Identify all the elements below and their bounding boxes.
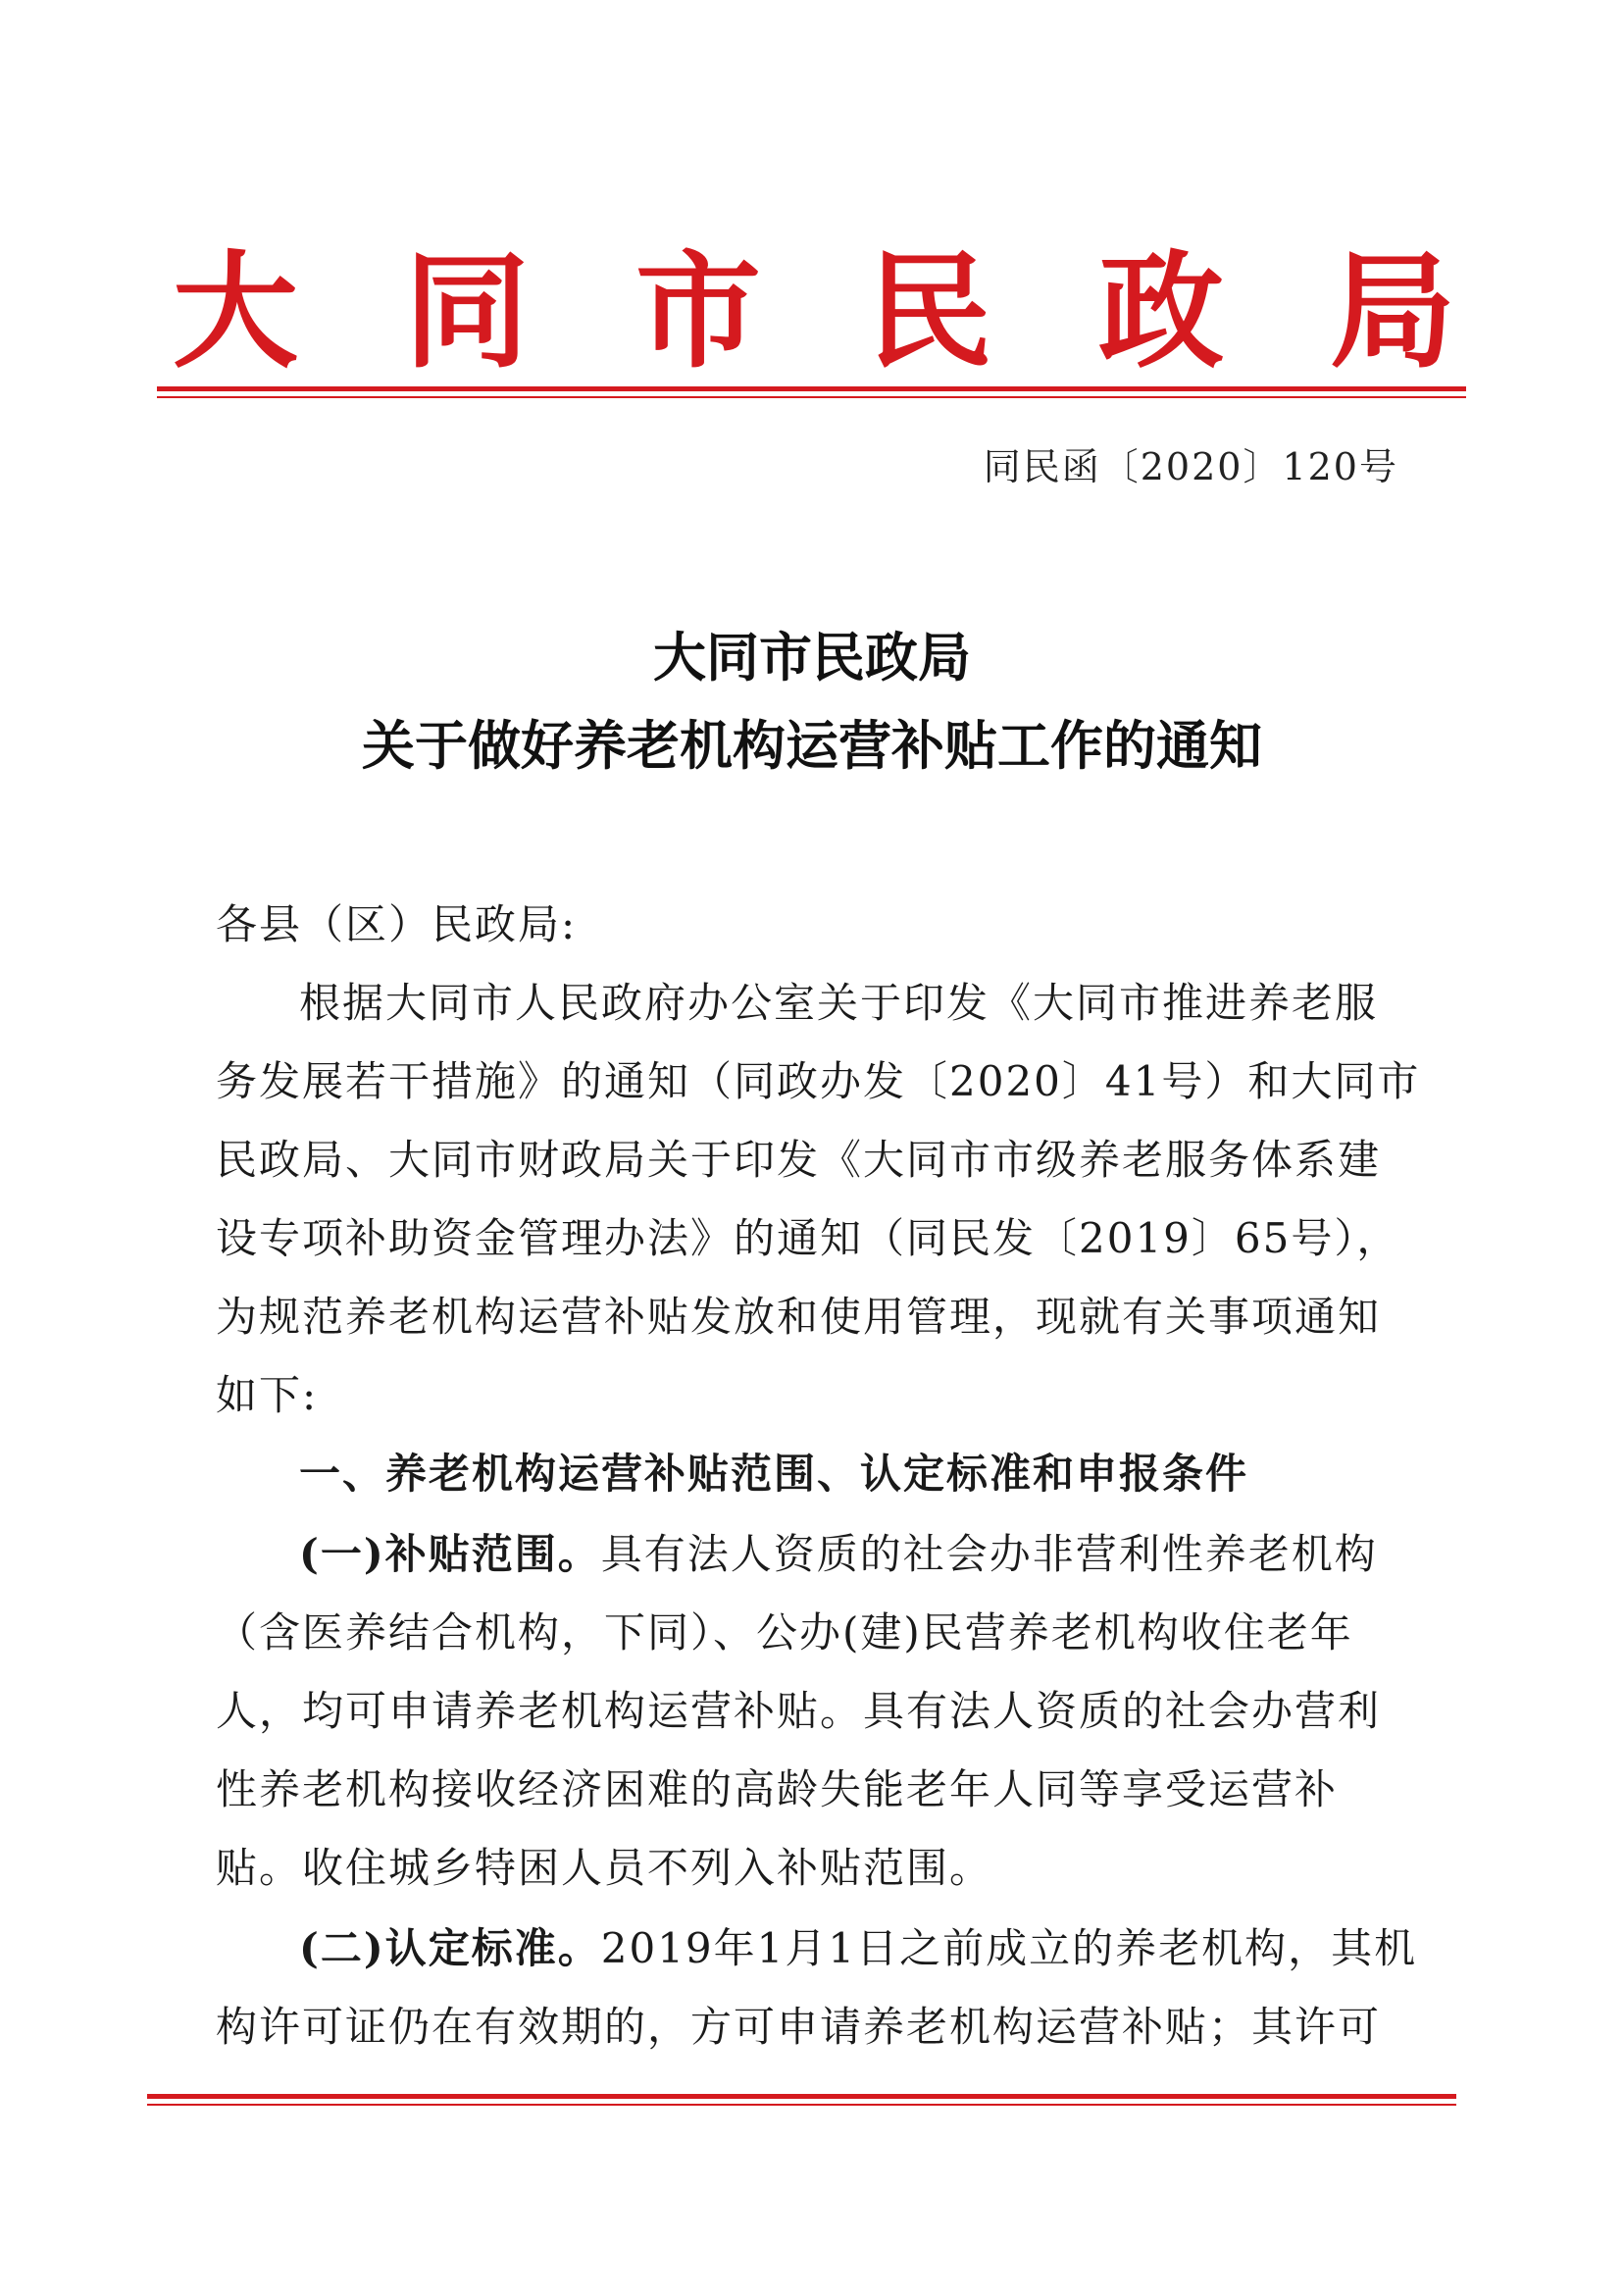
letterhead-char: 民 — [866, 238, 992, 385]
paragraph-line: 根据大同市人民政府办公室关于印发《大同市推进养老服 — [299, 979, 1379, 1027]
letterhead-char: 政 — [1097, 238, 1224, 385]
footer-rule-thin — [147, 2104, 1456, 2106]
paragraph-line: 务发展若干措施》的通知（同政办发〔2020〕41号）和大同市 — [216, 1057, 1421, 1105]
paragraph-line: 构许可证仍在有效期的，方可申请养老机构运营补贴；其许可 — [216, 2003, 1382, 2051]
subsection-label: (二)认定标准。 — [299, 1924, 601, 1972]
letterhead-char: 同 — [403, 238, 530, 385]
letterhead-rule-thick — [157, 386, 1466, 391]
paragraph-line: （含医养结合机构，下同）、公办(建)民营养老机构收住老年 — [216, 1608, 1353, 1656]
letterhead-char: 大 — [172, 238, 298, 385]
subsection-line — [299, 1916, 1476, 1975]
letterhead-char: 局 — [1329, 238, 1455, 385]
paragraph-line: 贴。收住城乡特困人员不列入补贴范围。 — [216, 1844, 993, 1892]
document-title-line1: 大同市民政局 — [653, 626, 971, 688]
paragraph-line: 设专项补助资金管理办法》的通知（同民发〔2019〕65号）， — [216, 1214, 1400, 1262]
paragraph-line: 民政局、大同市财政局关于印发《大同市市级养老服务体系建 — [216, 1136, 1382, 1184]
subsection-text: 2019年1月1日之前成立的养老机构，其机 — [600, 1924, 1418, 1972]
subsection-line — [299, 1522, 1476, 1581]
paragraph-line: 人，均可申请养老机构运营补贴。具有法人资质的社会办营利 — [216, 1687, 1382, 1735]
paragraph-line: 为规范养老机构运营补贴发放和使用管理，现就有关事项通知 — [216, 1293, 1382, 1341]
subsection-text: 具有法人资质的社会办非营利性养老机构 — [600, 1530, 1378, 1578]
paragraph-line: 如下: — [216, 1371, 319, 1419]
letterhead-char: 市 — [634, 238, 761, 385]
document-number: 同民函〔2020〕120号 — [983, 445, 1398, 488]
section-heading: 一、养老机构运营补贴范围、认定标准和申报条件 — [299, 1450, 1249, 1498]
document-title-line2: 关于做好养老机构运营补贴工作的通知 — [362, 714, 1262, 777]
letterhead-title — [162, 238, 1466, 385]
salutation: 各县（区）民政局: — [216, 900, 578, 948]
letterhead-rule-thin — [157, 396, 1466, 398]
footer-rule-thick — [147, 2094, 1456, 2099]
subsection-label: (一)补贴范围。 — [299, 1530, 601, 1578]
paragraph-line: 性养老机构接收经济困难的高龄失能老年人同等享受运营补 — [216, 1765, 1339, 1813]
